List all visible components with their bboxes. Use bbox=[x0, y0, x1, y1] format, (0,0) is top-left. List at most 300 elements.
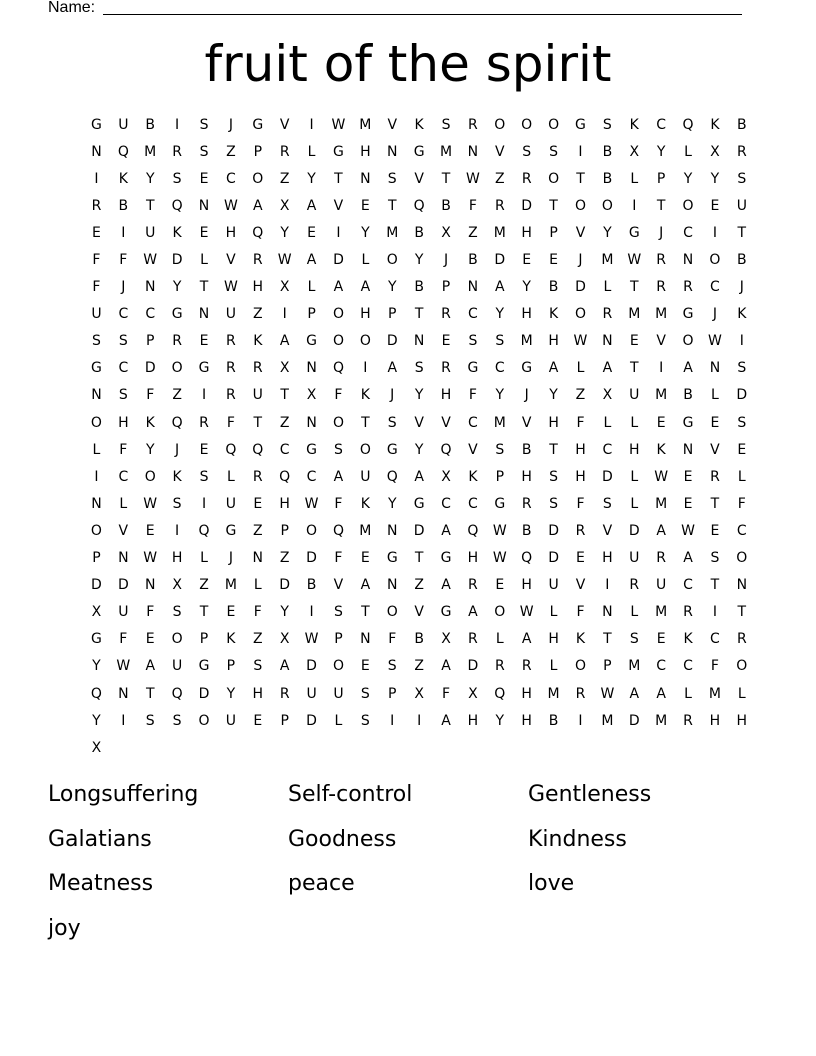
grid-cell[interactable]: O bbox=[548, 170, 560, 187]
grid-cell[interactable]: F bbox=[334, 387, 343, 404]
grid-cell[interactable]: R bbox=[441, 306, 451, 323]
grid-cell[interactable]: G bbox=[413, 143, 425, 160]
grid-cell[interactable]: L bbox=[630, 170, 639, 187]
grid-cell[interactable]: E bbox=[710, 197, 720, 214]
grid-cell[interactable]: I bbox=[739, 333, 744, 350]
grid-cell[interactable]: F bbox=[737, 495, 746, 512]
grid-cell[interactable]: N bbox=[413, 333, 425, 350]
grid-cell[interactable]: K bbox=[360, 495, 370, 512]
grid-cell[interactable]: C bbox=[279, 441, 290, 458]
grid-cell[interactable]: G bbox=[198, 360, 210, 377]
grid-cell[interactable]: T bbox=[656, 197, 666, 214]
grid-cell[interactable]: E bbox=[549, 252, 559, 269]
grid-cell[interactable]: C bbox=[468, 495, 478, 512]
grid-cell[interactable]: D bbox=[306, 712, 317, 729]
grid-cell[interactable]: G bbox=[413, 495, 425, 512]
grid-cell[interactable]: N bbox=[252, 550, 264, 567]
grid-cell[interactable]: F bbox=[710, 658, 719, 675]
grid-cell[interactable]: T bbox=[629, 279, 639, 296]
grid-cell[interactable]: R bbox=[683, 712, 693, 729]
grid-cell[interactable]: O bbox=[144, 468, 156, 485]
grid-cell[interactable]: R bbox=[91, 197, 102, 214]
grid-cell[interactable]: O bbox=[736, 658, 748, 675]
grid-cell[interactable]: L bbox=[119, 495, 128, 512]
grid-cell[interactable]: X bbox=[414, 685, 424, 702]
grid-cell[interactable]: E bbox=[145, 522, 155, 539]
grid-cell[interactable]: F bbox=[253, 604, 262, 621]
grid-cell[interactable]: V bbox=[710, 441, 720, 458]
grid-cell[interactable]: S bbox=[172, 170, 182, 187]
grid-cell[interactable]: V bbox=[575, 224, 586, 241]
grid-cell[interactable]: R bbox=[494, 197, 505, 214]
grid-cell[interactable]: N bbox=[387, 522, 398, 539]
grid-cell[interactable]: W bbox=[492, 522, 507, 539]
grid-cell[interactable]: E bbox=[92, 224, 101, 241]
grid-cell[interactable]: U bbox=[548, 577, 559, 594]
grid-cell[interactable]: T bbox=[199, 604, 209, 621]
grid-cell[interactable]: B bbox=[521, 522, 532, 539]
grid-cell[interactable]: E bbox=[629, 333, 639, 350]
grid-cell[interactable]: A bbox=[656, 522, 666, 539]
grid-cell[interactable]: E bbox=[737, 441, 747, 458]
grid-cell[interactable]: L bbox=[630, 604, 639, 621]
grid-cell[interactable]: O bbox=[332, 333, 344, 350]
grid-cell[interactable]: E bbox=[253, 495, 263, 512]
grid-cell[interactable]: C bbox=[602, 441, 613, 458]
grid-cell[interactable]: T bbox=[549, 441, 558, 458]
grid-cell[interactable]: L bbox=[684, 143, 692, 160]
grid-cell[interactable]: N bbox=[91, 387, 102, 404]
grid-cell[interactable]: S bbox=[360, 712, 370, 729]
grid-cell[interactable]: T bbox=[710, 577, 720, 594]
grid-cell[interactable]: M bbox=[628, 306, 641, 323]
grid-cell[interactable]: E bbox=[656, 631, 666, 648]
grid-cell[interactable]: Y bbox=[414, 387, 424, 404]
grid-cell[interactable]: H bbox=[575, 441, 586, 458]
grid-cell[interactable]: L bbox=[334, 712, 343, 729]
grid-cell[interactable]: W bbox=[143, 252, 158, 269]
grid-cell[interactable]: W bbox=[277, 252, 292, 269]
grid-cell[interactable]: S bbox=[92, 333, 101, 350]
grid-cell[interactable]: D bbox=[548, 550, 559, 567]
grid-cell[interactable]: R bbox=[575, 522, 586, 539]
grid-cell[interactable]: T bbox=[361, 604, 370, 621]
grid-cell[interactable]: M bbox=[144, 143, 157, 160]
grid-cell[interactable]: H bbox=[467, 550, 479, 567]
grid-cell[interactable]: P bbox=[226, 658, 236, 675]
grid-cell[interactable]: I bbox=[282, 306, 287, 323]
grid-cell[interactable]: J bbox=[443, 252, 449, 269]
grid-cell[interactable]: U bbox=[333, 685, 344, 702]
grid-cell[interactable]: L bbox=[711, 387, 719, 404]
grid-cell[interactable]: Y bbox=[361, 224, 370, 241]
grid-cell[interactable]: M bbox=[601, 712, 614, 729]
grid-cell[interactable]: D bbox=[144, 360, 156, 377]
grid-cell[interactable]: F bbox=[119, 252, 128, 269]
grid-cell[interactable]: E bbox=[710, 522, 720, 539]
grid-cell[interactable]: Z bbox=[468, 224, 478, 241]
grid-cell[interactable]: C bbox=[736, 522, 747, 539]
grid-cell[interactable]: R bbox=[252, 468, 263, 485]
grid-cell[interactable]: I bbox=[94, 468, 99, 485]
grid-cell[interactable]: K bbox=[629, 116, 639, 133]
grid-cell[interactable]: F bbox=[576, 604, 585, 621]
grid-cell[interactable]: G bbox=[306, 333, 317, 350]
grid-cell[interactable]: H bbox=[467, 712, 479, 729]
grid-cell[interactable]: Q bbox=[171, 685, 183, 702]
grid-cell[interactable]: T bbox=[199, 279, 209, 296]
grid-cell[interactable]: M bbox=[655, 712, 668, 729]
grid-cell[interactable]: A bbox=[521, 631, 532, 648]
grid-cell[interactable]: Z bbox=[495, 170, 505, 187]
grid-cell[interactable]: F bbox=[468, 387, 477, 404]
grid-cell[interactable]: Z bbox=[252, 522, 263, 539]
grid-cell[interactable]: Z bbox=[252, 631, 263, 648]
grid-cell[interactable]: D bbox=[171, 252, 183, 269]
grid-cell[interactable]: A bbox=[683, 360, 693, 377]
grid-cell[interactable]: N bbox=[682, 441, 694, 458]
grid-cell[interactable]: S bbox=[414, 360, 424, 377]
grid-cell[interactable]: O bbox=[359, 333, 371, 350]
grid-cell[interactable]: G bbox=[225, 522, 237, 539]
grid-cell[interactable]: W bbox=[223, 279, 238, 296]
grid-cell[interactable]: I bbox=[94, 170, 99, 187]
grid-cell[interactable]: J bbox=[659, 224, 664, 241]
grid-cell[interactable]: J bbox=[712, 306, 717, 323]
grid-cell[interactable]: N bbox=[602, 604, 613, 621]
grid-cell[interactable]: K bbox=[737, 306, 747, 323]
grid-cell[interactable]: Z bbox=[279, 414, 290, 431]
grid-cell[interactable]: Q bbox=[252, 224, 264, 241]
grid-cell[interactable]: H bbox=[279, 495, 290, 512]
grid-cell[interactable]: S bbox=[737, 170, 747, 187]
grid-cell[interactable]: I bbox=[659, 360, 664, 377]
grid-cell[interactable]: E bbox=[199, 333, 209, 350]
grid-cell[interactable]: S bbox=[737, 360, 747, 377]
grid-cell[interactable]: H bbox=[709, 712, 721, 729]
grid-cell[interactable]: C bbox=[441, 495, 451, 512]
grid-cell[interactable]: I bbox=[121, 712, 126, 729]
grid-cell[interactable]: Q bbox=[494, 685, 506, 702]
grid-cell[interactable]: A bbox=[279, 333, 290, 350]
grid-cell[interactable]: M bbox=[439, 143, 453, 160]
grid-cell[interactable]: G bbox=[682, 414, 694, 431]
grid-cell[interactable]: A bbox=[333, 279, 344, 296]
grid-cell[interactable]: W bbox=[573, 333, 588, 350]
grid-cell[interactable]: E bbox=[656, 414, 666, 431]
grid-cell[interactable]: L bbox=[495, 631, 504, 648]
grid-cell[interactable]: J bbox=[524, 387, 529, 404]
grid-cell[interactable]: A bbox=[468, 604, 478, 621]
grid-cell[interactable]: B bbox=[737, 252, 747, 269]
grid-cell[interactable]: D bbox=[548, 522, 559, 539]
grid-cell[interactable]: D bbox=[117, 577, 129, 594]
grid-cell[interactable]: R bbox=[736, 143, 747, 160]
grid-cell[interactable]: J bbox=[739, 279, 744, 296]
grid-cell[interactable]: F bbox=[119, 631, 128, 648]
grid-cell[interactable]: O bbox=[171, 360, 183, 377]
grid-cell[interactable]: O bbox=[682, 333, 694, 350]
grid-cell[interactable]: E bbox=[522, 252, 532, 269]
grid-cell[interactable]: I bbox=[309, 604, 314, 621]
grid-cell[interactable]: K bbox=[468, 468, 478, 485]
grid-cell[interactable]: S bbox=[199, 116, 209, 133]
grid-cell[interactable]: D bbox=[575, 279, 586, 296]
grid-cell[interactable]: V bbox=[118, 522, 129, 539]
grid-cell[interactable]: Q bbox=[413, 197, 425, 214]
grid-cell[interactable]: S bbox=[441, 116, 451, 133]
grid-cell[interactable]: Y bbox=[495, 387, 505, 404]
grid-cell[interactable]: E bbox=[683, 468, 693, 485]
grid-cell[interactable]: V bbox=[387, 116, 398, 133]
grid-cell[interactable]: E bbox=[199, 224, 209, 241]
grid-cell[interactable]: L bbox=[576, 360, 585, 377]
grid-cell[interactable]: G bbox=[306, 441, 317, 458]
grid-cell[interactable]: R bbox=[656, 550, 667, 567]
grid-cell[interactable]: W bbox=[519, 604, 534, 621]
grid-cell[interactable]: N bbox=[467, 279, 479, 296]
grid-cell[interactable]: U bbox=[225, 712, 237, 729]
grid-cell[interactable]: T bbox=[414, 550, 424, 567]
grid-cell[interactable]: O bbox=[601, 197, 613, 214]
grid-cell[interactable]: Y bbox=[495, 306, 505, 323]
grid-cell[interactable]: C bbox=[118, 306, 129, 323]
grid-cell[interactable]: I bbox=[363, 360, 368, 377]
grid-cell[interactable]: N bbox=[360, 170, 371, 187]
grid-cell[interactable]: R bbox=[683, 604, 693, 621]
grid-cell[interactable]: R bbox=[494, 658, 505, 675]
grid-cell[interactable]: S bbox=[253, 658, 263, 675]
grid-cell[interactable]: R bbox=[468, 577, 478, 594]
grid-cell[interactable]: U bbox=[629, 550, 640, 567]
grid-cell[interactable]: X bbox=[441, 631, 451, 648]
grid-cell[interactable]: C bbox=[683, 658, 693, 675]
grid-cell[interactable]: J bbox=[578, 252, 583, 269]
grid-cell[interactable]: P bbox=[199, 631, 209, 648]
grid-cell[interactable]: C bbox=[656, 116, 667, 133]
grid-cell[interactable]: V bbox=[602, 522, 613, 539]
grid-cell[interactable]: X bbox=[279, 631, 290, 648]
grid-cell[interactable]: L bbox=[630, 468, 639, 485]
grid-cell[interactable]: T bbox=[710, 495, 720, 512]
grid-cell[interactable]: T bbox=[549, 197, 558, 214]
grid-cell[interactable]: I bbox=[201, 495, 207, 512]
grid-cell[interactable]: D bbox=[494, 252, 506, 269]
grid-cell[interactable]: U bbox=[629, 387, 640, 404]
grid-cell[interactable]: L bbox=[92, 441, 101, 458]
grid-cell[interactable]: F bbox=[92, 279, 101, 296]
grid-cell[interactable]: D bbox=[521, 197, 533, 214]
grid-cell[interactable]: O bbox=[736, 550, 748, 567]
grid-cell[interactable]: N bbox=[306, 360, 317, 377]
grid-cell[interactable]: A bbox=[441, 522, 451, 539]
grid-cell[interactable]: I bbox=[578, 712, 583, 729]
grid-cell[interactable]: K bbox=[575, 631, 586, 648]
grid-cell[interactable]: W bbox=[627, 252, 642, 269]
grid-cell[interactable]: E bbox=[683, 495, 693, 512]
grid-cell[interactable]: I bbox=[121, 224, 126, 241]
grid-cell[interactable]: D bbox=[198, 685, 210, 702]
grid-cell[interactable]: K bbox=[145, 414, 155, 431]
grid-cell[interactable]: J bbox=[121, 279, 126, 296]
grid-cell[interactable]: N bbox=[736, 577, 748, 594]
grid-cell[interactable]: O bbox=[574, 306, 586, 323]
grid-cell[interactable]: N bbox=[682, 252, 694, 269]
grid-cell[interactable]: R bbox=[468, 116, 478, 133]
grid-cell[interactable]: X bbox=[172, 577, 182, 594]
grid-cell[interactable]: O bbox=[386, 604, 398, 621]
grid-cell[interactable]: U bbox=[225, 495, 237, 512]
grid-cell[interactable]: O bbox=[521, 116, 533, 133]
grid-cell[interactable]: G bbox=[171, 306, 183, 323]
grid-cell[interactable]: L bbox=[226, 468, 235, 485]
grid-cell[interactable]: H bbox=[440, 387, 452, 404]
grid-cell[interactable]: P bbox=[549, 224, 558, 241]
grid-cell[interactable]: F bbox=[226, 414, 235, 431]
grid-cell[interactable]: N bbox=[709, 360, 721, 377]
grid-cell[interactable]: A bbox=[253, 197, 263, 214]
grid-cell[interactable]: V bbox=[468, 441, 478, 458]
grid-cell[interactable]: S bbox=[602, 116, 612, 133]
grid-cell[interactable]: H bbox=[575, 468, 586, 485]
grid-cell[interactable]: L bbox=[737, 685, 746, 702]
grid-cell[interactable]: A bbox=[441, 577, 451, 594]
grid-cell[interactable]: L bbox=[630, 414, 639, 431]
grid-cell[interactable]: A bbox=[441, 712, 451, 729]
grid-cell[interactable]: Y bbox=[603, 224, 612, 241]
grid-cell[interactable]: G bbox=[682, 306, 694, 323]
grid-cell[interactable]: A bbox=[629, 685, 640, 702]
grid-cell[interactable]: Y bbox=[92, 658, 101, 675]
grid-cell[interactable]: O bbox=[494, 604, 506, 621]
grid-cell[interactable]: A bbox=[548, 360, 559, 377]
grid-cell[interactable]: Q bbox=[386, 468, 398, 485]
grid-cell[interactable]: M bbox=[493, 224, 506, 241]
grid-cell[interactable]: Z bbox=[414, 577, 424, 594]
grid-cell[interactable]: N bbox=[118, 685, 129, 702]
grid-cell[interactable]: Q bbox=[332, 522, 344, 539]
grid-cell[interactable]: R bbox=[199, 414, 209, 431]
grid-cell[interactable]: W bbox=[492, 550, 507, 567]
grid-cell[interactable]: W bbox=[465, 170, 480, 187]
grid-cell[interactable]: B bbox=[306, 577, 317, 594]
grid-cell[interactable]: H bbox=[360, 143, 371, 160]
grid-cell[interactable]: T bbox=[603, 631, 612, 648]
grid-cell[interactable]: R bbox=[521, 658, 532, 675]
grid-cell[interactable]: O bbox=[709, 252, 721, 269]
grid-cell[interactable]: M bbox=[520, 333, 533, 350]
grid-cell[interactable]: H bbox=[521, 712, 532, 729]
grid-cell[interactable]: G bbox=[575, 116, 586, 133]
grid-cell[interactable]: H bbox=[521, 468, 532, 485]
grid-cell[interactable]: L bbox=[549, 604, 558, 621]
grid-cell[interactable]: P bbox=[441, 279, 451, 296]
grid-cell[interactable]: A bbox=[656, 685, 666, 702]
grid-cell[interactable]: S bbox=[118, 333, 128, 350]
grid-cell[interactable]: K bbox=[683, 631, 693, 648]
grid-cell[interactable]: H bbox=[548, 631, 559, 648]
grid-cell[interactable]: R bbox=[656, 279, 667, 296]
grid-cell[interactable]: N bbox=[360, 631, 371, 648]
grid-cell[interactable]: O bbox=[90, 522, 102, 539]
grid-cell[interactable]: L bbox=[737, 468, 746, 485]
grid-cell[interactable]: H bbox=[736, 712, 748, 729]
grid-cell[interactable]: V bbox=[279, 116, 290, 133]
grid-cell[interactable]: S bbox=[172, 495, 182, 512]
grid-cell[interactable]: Y bbox=[495, 712, 505, 729]
grid-cell[interactable]: A bbox=[683, 550, 693, 567]
grid-cell[interactable]: O bbox=[171, 631, 183, 648]
grid-cell[interactable]: Q bbox=[90, 685, 102, 702]
grid-cell[interactable]: C bbox=[468, 414, 478, 431]
grid-cell[interactable]: B bbox=[521, 441, 532, 458]
grid-cell[interactable]: Y bbox=[414, 252, 424, 269]
grid-cell[interactable]: K bbox=[360, 387, 370, 404]
grid-cell[interactable]: D bbox=[333, 252, 344, 269]
grid-cell[interactable]: P bbox=[603, 658, 612, 675]
grid-cell[interactable]: S bbox=[199, 468, 209, 485]
grid-cell[interactable]: O bbox=[306, 522, 318, 539]
grid-cell[interactable]: Q bbox=[440, 441, 452, 458]
grid-cell[interactable]: A bbox=[441, 658, 451, 675]
grid-cell[interactable]: R bbox=[629, 577, 640, 594]
grid-cell[interactable]: G bbox=[467, 360, 479, 377]
grid-cell[interactable]: R bbox=[575, 685, 586, 702]
grid-cell[interactable]: X bbox=[279, 197, 290, 214]
grid-cell[interactable]: L bbox=[630, 495, 639, 512]
grid-cell[interactable]: S bbox=[468, 333, 478, 350]
grid-cell[interactable]: V bbox=[575, 577, 586, 594]
grid-cell[interactable]: N bbox=[91, 143, 102, 160]
grid-cell[interactable]: M bbox=[655, 387, 668, 404]
grid-cell[interactable]: F bbox=[334, 495, 343, 512]
grid-cell[interactable]: K bbox=[710, 116, 720, 133]
name-field[interactable] bbox=[48, 0, 748, 19]
grid-cell[interactable]: R bbox=[252, 360, 263, 377]
grid-cell[interactable]: S bbox=[387, 658, 397, 675]
grid-cell[interactable]: S bbox=[629, 631, 639, 648]
grid-cell[interactable]: Z bbox=[414, 658, 424, 675]
grid-cell[interactable]: T bbox=[737, 604, 747, 621]
grid-cell[interactable]: N bbox=[306, 414, 317, 431]
grid-cell[interactable]: S bbox=[549, 468, 559, 485]
grid-cell[interactable]: I bbox=[336, 224, 341, 241]
grid-cell[interactable]: M bbox=[628, 658, 641, 675]
grid-cell[interactable]: L bbox=[253, 577, 262, 594]
grid-cell[interactable]: Y bbox=[522, 279, 531, 296]
grid-cell[interactable]: H bbox=[521, 306, 532, 323]
grid-cell[interactable]: X bbox=[279, 279, 290, 296]
grid-cell[interactable]: Q bbox=[117, 143, 129, 160]
grid-cell[interactable]: T bbox=[576, 170, 585, 187]
grid-cell[interactable]: O bbox=[574, 658, 586, 675]
grid-cell[interactable]: V bbox=[333, 577, 344, 594]
grid-cell[interactable]: B bbox=[414, 279, 424, 296]
grid-cell[interactable]: O bbox=[332, 414, 344, 431]
grid-cell[interactable]: C bbox=[710, 631, 720, 648]
grid-cell[interactable]: B bbox=[548, 712, 559, 729]
grid-cell[interactable]: E bbox=[360, 658, 370, 675]
grid-cell[interactable]: R bbox=[252, 252, 263, 269]
grid-cell[interactable]: D bbox=[601, 468, 613, 485]
grid-cell[interactable]: S bbox=[710, 550, 720, 567]
grid-cell[interactable]: L bbox=[307, 143, 316, 160]
grid-cell[interactable]: K bbox=[118, 170, 128, 187]
grid-cell[interactable]: X bbox=[279, 360, 290, 377]
grid-cell[interactable]: V bbox=[414, 414, 424, 431]
grid-cell[interactable]: H bbox=[602, 550, 613, 567]
grid-cell[interactable]: I bbox=[175, 522, 180, 539]
